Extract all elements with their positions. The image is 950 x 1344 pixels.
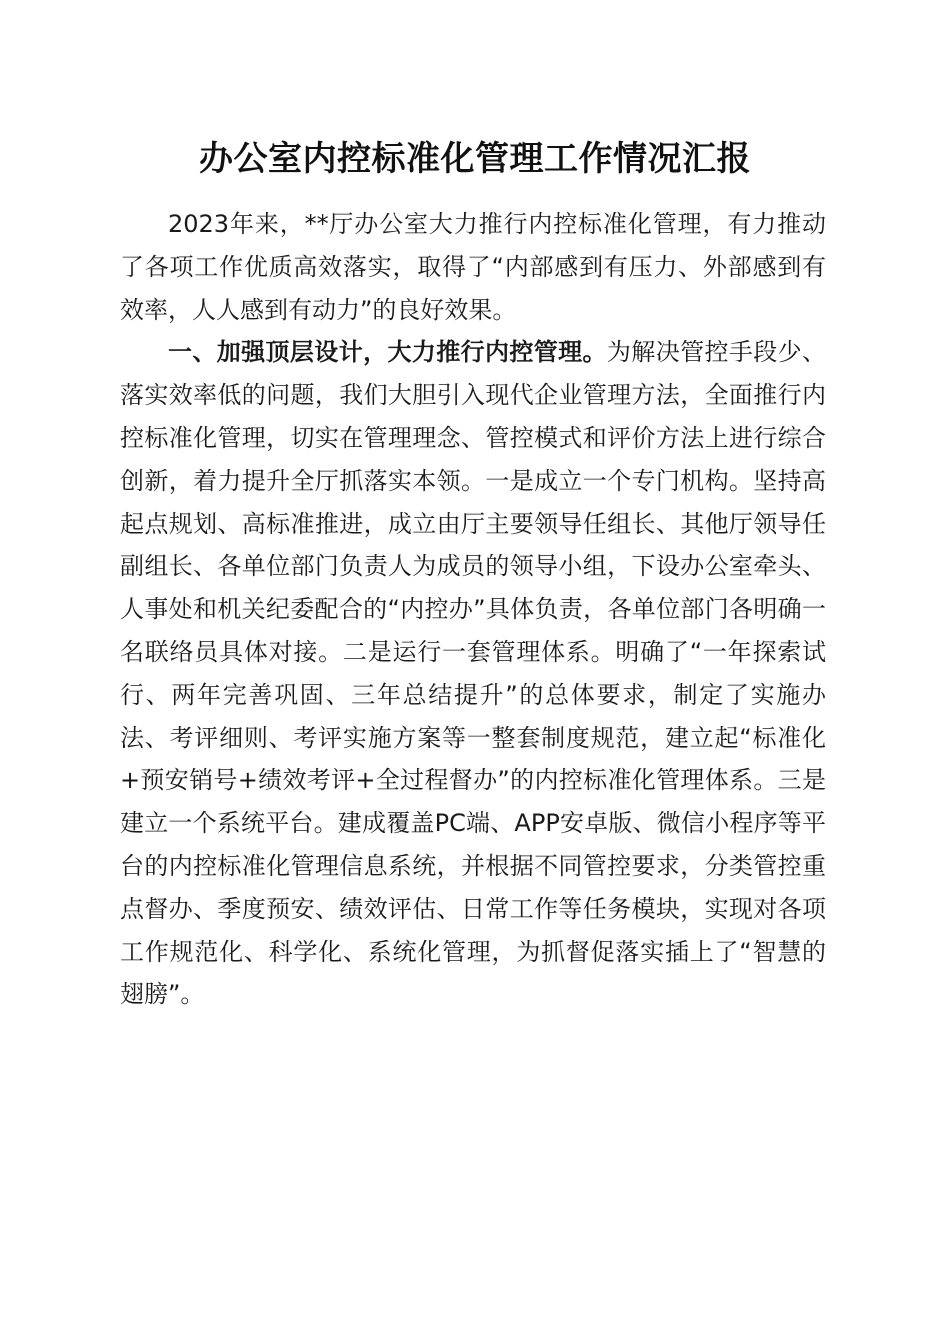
section-one-heading: 一、加强顶层设计，大力推行内控管理。 [168,338,607,367]
section-one-text: 为解决管控手段少、落实效率低的问题，我们大胆引入现代企业管理方法，全面推行内控标准化管理，切实在管理理念、管控模式和评价方法上进行综合创新，着力提升全厅抓落实本领。一是成立一个专门机构。坚持高起点规划、高标准推进，成立由厅主要领导任组长、其他厅领导任副组长、各单位部门负责人为成员的领导小组，下设办公室牵头、人事处和机关纪委配合的“内控办”具体负责，各单位部门各明确一名联络员具体对接。二是运行一套管理体系。明确了“一年探索试行、两年完善巩固、三年总结提升”的总体要求，制定了实施办法、考评细则、考评实施方案等一整套制度规范，建立起“标准化+预安销号+绩效考评+全过程督办”的内控标准化管理体系。三是建立一个系统平台。建成覆盖PC端、APP安卓版、微信小程序等平台的内控标准化管理信息系统，并根据不同管控要求，分类管控重点督办、季度预安、绩效评估、日常工作等任务模块，实现对各项工作规范化、科学化、系统化管理，为抓督促落实插上了“智慧的翅膀”。 [120,338,826,1009]
paragraph-section-one [120,331,826,1016]
document-title: 办公室内控标准化管理工作情况汇报 [199,139,751,179]
paragraph-intro [120,203,826,331]
paragraph-intro-text: 2023年来，**厅办公室大力推行内控标准化管理，有力推动了各项工作优质高效落实，取得了“内部感到有压力、外部感到有效率，人人感到有动力”的良好效果。 [120,210,826,324]
document-body [120,203,826,1016]
